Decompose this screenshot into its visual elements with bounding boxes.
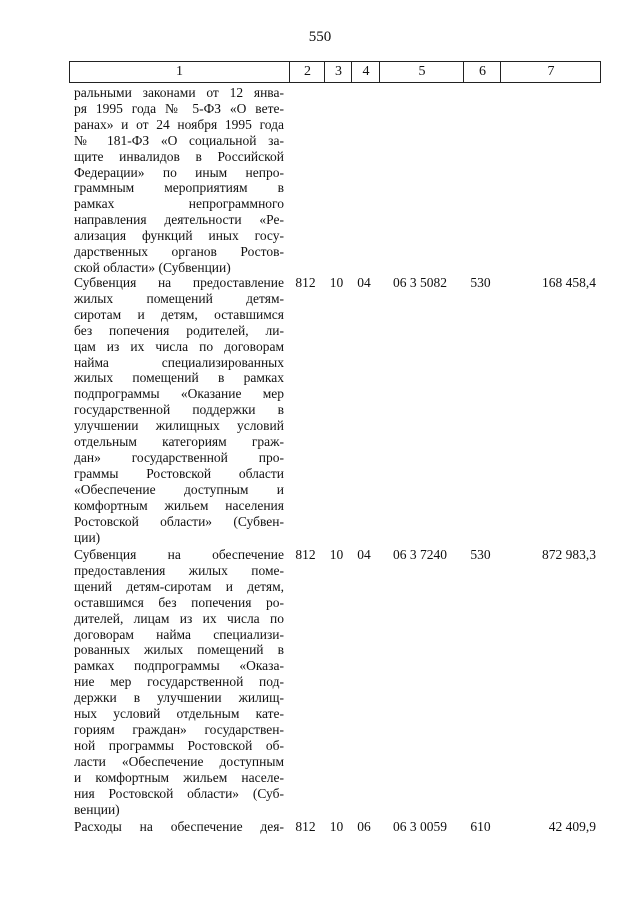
- desc-line: и комфортным жильем населе-: [74, 769, 284, 785]
- target-article-code: 06 3 7240: [393, 547, 447, 562]
- desc-line: ласти «Обеспечение доступным: [74, 753, 284, 769]
- desc-line: рамках непрограммного: [74, 196, 284, 212]
- row-description: [74, 819, 284, 835]
- table-row: [69, 547, 601, 819]
- desc-line: ции): [74, 529, 101, 545]
- desc-line: улучшении жилищных условий: [74, 418, 284, 434]
- desc-line: цам из их числа по договорам: [74, 338, 284, 354]
- header-col-7: 7: [500, 62, 601, 82]
- desc-line: дарственных органов Ростов-: [74, 244, 284, 260]
- desc-line: щите инвалидов в Российской: [74, 148, 284, 164]
- desc-line: ской области» (Субвенции): [74, 259, 231, 275]
- desc-line: государственной поддержки в: [74, 402, 284, 418]
- desc-line: дителей, лицам из их числа по: [74, 610, 284, 626]
- amount: 168 458,4: [542, 275, 596, 290]
- desc-line: ных условий отдельным кате-: [74, 706, 284, 722]
- desc-line: направления деятельности «Ре-: [74, 212, 284, 228]
- gr-code: 812: [295, 547, 316, 562]
- expense-type-code: 610: [470, 819, 491, 834]
- budget-table: [69, 61, 601, 834]
- desc-line: Федерации» по иным непро-: [74, 164, 284, 180]
- expense-type-code: 530: [470, 547, 491, 562]
- row-description: [74, 275, 284, 545]
- desc-line: ние мер государственной под-: [74, 674, 284, 690]
- desc-line: щений детям-сиротам и детям,: [74, 578, 284, 594]
- amount: 872 983,3: [542, 547, 596, 562]
- desc-line: ной программы Ростовской об-: [74, 737, 284, 753]
- subsection-code: 04: [357, 275, 371, 290]
- page-number: 550: [308, 29, 332, 45]
- table-header: [69, 61, 601, 83]
- target-article-code: 06 3 5082: [393, 275, 447, 290]
- row-description: [74, 547, 284, 817]
- section-code: 10: [329, 275, 344, 290]
- desc-line: Субвенция на обеспечение: [74, 547, 284, 562]
- desc-line: ря 1995 года № 5-ФЗ «О ветe-: [74, 100, 284, 116]
- header-col-1: 1: [176, 64, 183, 79]
- desc-line: ранах» и от 24 ноября 1995 года: [74, 116, 284, 132]
- desc-line: № 181-ФЗ «О социальной за-: [74, 132, 284, 148]
- desc-line: ральными законами от 12 янва-: [74, 85, 284, 100]
- desc-line: Расходы на обеспечение дея-: [74, 819, 284, 834]
- desc-line: подпрограммы «Оказание мер: [74, 386, 284, 402]
- desc-line: рованных жилых помещений в: [74, 642, 284, 658]
- desc-line: держки в улучшении жилищ-: [74, 690, 284, 706]
- desc-line: ния Ростовской области» (Суб-: [74, 785, 284, 801]
- desc-line: Ростовской области» (Субвен-: [74, 513, 284, 529]
- desc-line: граммы Ростовской области: [74, 465, 284, 481]
- section-code: 10: [329, 819, 344, 834]
- desc-line: без попечения родителей, ли-: [74, 322, 284, 338]
- table-row: [69, 275, 601, 547]
- header-col-4: 4: [351, 62, 380, 82]
- desc-line: ализация функций иных госу-: [74, 228, 284, 244]
- section-code: 10: [329, 547, 344, 562]
- desc-line: жилых помещений детям-: [74, 290, 284, 306]
- subsection-code: 06: [357, 819, 371, 834]
- desc-line: рамках подпрограммы «Оказа-: [74, 658, 284, 674]
- gr-code: 812: [295, 819, 316, 834]
- desc-line: оставшимся без попечения ро-: [74, 594, 284, 610]
- desc-line: отдельным категориям граж-: [74, 434, 284, 450]
- desc-line: Субвенция на предоставление: [74, 275, 284, 290]
- header-col-5: 5: [379, 62, 464, 82]
- desc-line: дан» государственной про-: [74, 449, 284, 465]
- row-description: [74, 85, 284, 276]
- table-row: [69, 819, 601, 839]
- amount: 42 409,9: [548, 819, 596, 834]
- desc-line: договорам найма специализи-: [74, 626, 284, 642]
- desc-line: «Обеспечение доступным и: [74, 481, 284, 497]
- gr-code: 812: [295, 275, 316, 290]
- header-col-3: 3: [324, 62, 352, 82]
- desc-line: комфортным жильем населения: [74, 497, 284, 513]
- header-col-2: 2: [289, 62, 325, 82]
- target-article-code: 06 3 0059: [393, 819, 447, 834]
- expense-type-code: 530: [470, 275, 491, 290]
- desc-line: сиротам и детям, оставшимся: [74, 306, 284, 322]
- table-row: [69, 85, 601, 281]
- header-col-6: 6: [463, 62, 501, 82]
- desc-line: жилых помещений в рамках: [74, 370, 284, 386]
- desc-line: предоставления жилых поме-: [74, 562, 284, 578]
- desc-line: найма специализированных: [74, 354, 284, 370]
- desc-line: граммным мероприятиям в: [74, 180, 284, 196]
- desc-line: гориям граждан» государствен-: [74, 721, 284, 737]
- desc-line: венции): [74, 801, 120, 817]
- subsection-code: 04: [357, 547, 371, 562]
